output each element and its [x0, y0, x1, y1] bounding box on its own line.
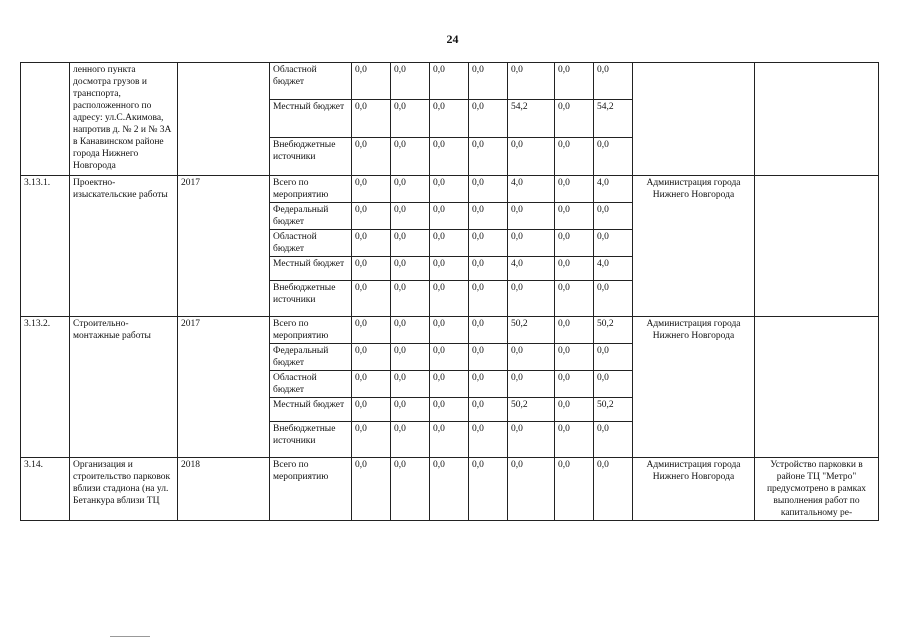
amount-cell: 0,0 — [594, 371, 633, 398]
amount-cell: 0,0 — [508, 230, 555, 257]
funding-source-cell: Областной бюджет — [270, 230, 352, 257]
funding-source-cell: Областной бюджет — [270, 371, 352, 398]
amount-cell: 0,0 — [352, 398, 391, 422]
year-cell: 2017 — [178, 317, 270, 458]
amount-cell: 0,0 — [594, 281, 633, 317]
amount-cell: 0,0 — [555, 371, 594, 398]
amount-cell: 0,0 — [430, 371, 469, 398]
table-row — [21, 458, 879, 521]
funding-source-cell: Внебюджетные источники — [270, 422, 352, 458]
amount-cell: 0,0 — [430, 344, 469, 371]
amount-cell: 0,0 — [594, 138, 633, 176]
footer-rule — [110, 636, 150, 637]
amount-cell: 0,0 — [469, 138, 508, 176]
amount-cell: 0,0 — [555, 203, 594, 230]
amount-cell: 0,0 — [352, 371, 391, 398]
amount-cell: 0,0 — [508, 63, 555, 100]
funding-source-cell: Федеральный бюджет — [270, 344, 352, 371]
amount-cell: 0,0 — [469, 281, 508, 317]
funding-source-cell: Всего по мероприятию — [270, 458, 352, 521]
amount-cell: 0,0 — [469, 398, 508, 422]
amount-cell: 0,0 — [391, 398, 430, 422]
amount-cell: 0,0 — [594, 458, 633, 521]
amount-cell: 0,0 — [391, 371, 430, 398]
amount-cell: 0,0 — [508, 138, 555, 176]
amount-cell: 50,2 — [594, 398, 633, 422]
amount-cell: 0,0 — [352, 63, 391, 100]
amount-cell: 0,0 — [594, 422, 633, 458]
amount-cell: 0,0 — [430, 63, 469, 100]
amount-cell: 0,0 — [430, 100, 469, 138]
amount-cell: 0,0 — [594, 63, 633, 100]
amount-cell: 4,0 — [594, 257, 633, 281]
amount-cell: 0,0 — [352, 100, 391, 138]
amount-cell: 0,0 — [469, 230, 508, 257]
amount-cell: 0,0 — [430, 176, 469, 203]
amount-cell: 0,0 — [469, 422, 508, 458]
amount-cell: 0,0 — [391, 422, 430, 458]
funding-source-cell: Областной бюджет — [270, 63, 352, 100]
amount-cell: 0,0 — [555, 422, 594, 458]
amount-cell: 0,0 — [352, 458, 391, 521]
amount-cell: 50,2 — [508, 317, 555, 344]
amount-cell: 0,0 — [430, 230, 469, 257]
amount-cell: 0,0 — [555, 317, 594, 344]
table-row — [21, 317, 879, 344]
amount-cell: 0,0 — [508, 371, 555, 398]
amount-cell: 0,0 — [352, 422, 391, 458]
item-name-cell: Проектно-изыскательские работы — [70, 176, 178, 317]
amount-cell: 0,0 — [469, 458, 508, 521]
funding-source-cell: Внебюджетные источники — [270, 138, 352, 176]
amount-cell: 0,0 — [352, 281, 391, 317]
amount-cell: 4,0 — [594, 176, 633, 203]
amount-cell: 0,0 — [555, 458, 594, 521]
amount-cell: 0,0 — [508, 344, 555, 371]
amount-cell: 0,0 — [469, 63, 508, 100]
budget-table — [20, 62, 879, 521]
note-cell — [755, 317, 879, 458]
table-row — [21, 176, 879, 203]
amount-cell: 0,0 — [391, 203, 430, 230]
note-cell — [755, 63, 879, 176]
executor-cell: Администрация города Нижнего Новгорода — [633, 176, 755, 317]
amount-cell: 4,0 — [508, 257, 555, 281]
amount-cell: 0,0 — [391, 63, 430, 100]
table-body — [21, 63, 879, 521]
amount-cell: 0,0 — [555, 230, 594, 257]
amount-cell: 0,0 — [430, 257, 469, 281]
amount-cell: 0,0 — [508, 458, 555, 521]
amount-cell: 0,0 — [352, 317, 391, 344]
amount-cell: 50,2 — [594, 317, 633, 344]
amount-cell: 0,0 — [391, 257, 430, 281]
funding-source-cell: Всего по мероприятию — [270, 317, 352, 344]
funding-source-cell: Местный бюджет — [270, 100, 352, 138]
amount-cell: 0,0 — [469, 176, 508, 203]
amount-cell: 54,2 — [508, 100, 555, 138]
amount-cell: 0,0 — [594, 230, 633, 257]
funding-source-cell: Всего по мероприятию — [270, 176, 352, 203]
item-code-cell — [21, 63, 70, 176]
amount-cell: 0,0 — [430, 138, 469, 176]
amount-cell: 0,0 — [508, 422, 555, 458]
executor-cell: Администрация города Нижнего Новгорода — [633, 317, 755, 458]
funding-source-cell: Местный бюджет — [270, 257, 352, 281]
amount-cell: 0,0 — [469, 100, 508, 138]
note-cell: Устройство парковки в районе ТЦ "Метро" предусмотрено в рамках выполнения работ по капитальному ре- — [755, 458, 879, 521]
amount-cell: 0,0 — [469, 317, 508, 344]
item-code-cell: 3.13.1. — [21, 176, 70, 317]
amount-cell: 0,0 — [430, 422, 469, 458]
funding-source-cell: Местный бюджет — [270, 398, 352, 422]
amount-cell: 0,0 — [555, 176, 594, 203]
executor-cell: Администрация города Нижнего Новгорода — [633, 458, 755, 521]
amount-cell: 0,0 — [430, 398, 469, 422]
amount-cell: 0,0 — [555, 100, 594, 138]
amount-cell: 0,0 — [391, 344, 430, 371]
amount-cell: 0,0 — [391, 317, 430, 344]
amount-cell: 50,2 — [508, 398, 555, 422]
amount-cell: 0,0 — [391, 281, 430, 317]
amount-cell: 0,0 — [555, 281, 594, 317]
item-code-cell: 3.13.2. — [21, 317, 70, 458]
amount-cell: 0,0 — [555, 398, 594, 422]
amount-cell: 0,0 — [508, 281, 555, 317]
amount-cell: 0,0 — [469, 344, 508, 371]
year-cell: 2017 — [178, 176, 270, 317]
funding-source-cell: Внебюджетные источники — [270, 281, 352, 317]
amount-cell: 0,0 — [555, 257, 594, 281]
amount-cell: 0,0 — [391, 230, 430, 257]
amount-cell: 0,0 — [469, 203, 508, 230]
amount-cell: 0,0 — [555, 138, 594, 176]
amount-cell: 0,0 — [352, 344, 391, 371]
amount-cell: 54,2 — [594, 100, 633, 138]
amount-cell: 0,0 — [352, 138, 391, 176]
amount-cell: 0,0 — [430, 203, 469, 230]
item-name-cell: Организация и строительство парковок вблизи стадиона (на ул. Бетанкура вблизи ТЦ — [70, 458, 178, 521]
amount-cell: 0,0 — [430, 458, 469, 521]
amount-cell: 0,0 — [391, 100, 430, 138]
amount-cell: 0,0 — [594, 344, 633, 371]
amount-cell: 0,0 — [352, 203, 391, 230]
amount-cell: 0,0 — [555, 63, 594, 100]
page-number: 24 — [446, 32, 459, 46]
item-name-cell: ленного пункта досмотра грузов и транспорта, расположенного по адресу: ул.С.Акимова, напротив д. № 2 и № 3А в Канавинском районе города Нижнего Новгорода — [70, 63, 178, 176]
amount-cell: 0,0 — [508, 203, 555, 230]
amount-cell: 0,0 — [391, 176, 430, 203]
amount-cell: 0,0 — [555, 344, 594, 371]
year-cell — [178, 63, 270, 176]
amount-cell: 4,0 — [508, 176, 555, 203]
amount-cell: 0,0 — [352, 176, 391, 203]
amount-cell: 0,0 — [391, 138, 430, 176]
amount-cell: 0,0 — [430, 281, 469, 317]
amount-cell: 0,0 — [391, 458, 430, 521]
amount-cell: 0,0 — [352, 230, 391, 257]
amount-cell: 0,0 — [430, 317, 469, 344]
amount-cell: 0,0 — [352, 257, 391, 281]
funding-source-cell: Федеральный бюджет — [270, 203, 352, 230]
note-cell — [755, 176, 879, 317]
table-row — [21, 63, 879, 100]
amount-cell: 0,0 — [469, 371, 508, 398]
executor-cell — [633, 63, 755, 176]
item-name-cell: Строительно-монтажные работы — [70, 317, 178, 458]
year-cell: 2018 — [178, 458, 270, 521]
item-code-cell: 3.14. — [21, 458, 70, 521]
amount-cell: 0,0 — [469, 257, 508, 281]
amount-cell: 0,0 — [594, 203, 633, 230]
